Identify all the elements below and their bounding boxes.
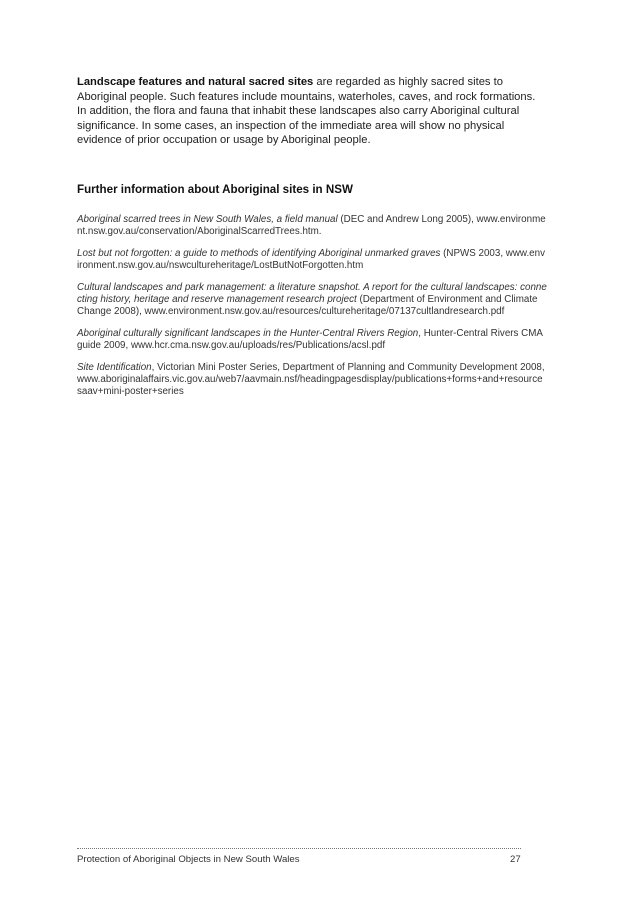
reference-title: Lost but not forgotten: a guide to methods of identifying Aboriginal unmarked graves <box>77 247 441 259</box>
reference-item <box>77 282 547 319</box>
reference-title: Aboriginal scarred trees in New South Wales, a field manual <box>77 214 338 225</box>
reference-details: , Hunter-Central Rivers CMA guide 2009, <box>77 327 543 352</box>
reference-url[interactable]: www.environment.nsw.gov.au/conservation/AboriginalScarredTrees.htm. <box>77 214 546 238</box>
section-heading: Further information about Aboriginal sites in NSW <box>77 183 353 196</box>
reference-title: Site Identification <box>77 361 152 373</box>
reference-title: Aboriginal culturally significant landscapes in the Hunter-Central Rivers Region <box>77 327 419 339</box>
reference-url[interactable]: www.environment.nsw.gov.au/nswcultureheritage/LostButNotForgotten.htm <box>77 247 545 272</box>
reference-item <box>77 214 547 239</box>
intro-text: are regarded as highly sacred sites to Aboriginal people. Such features include mountains, waterholes, caves, and rock formations. In addition, the flora and fauna that inhabit these landscapes also carry Aboriginal cultural significance. In some cases, an inspection of the immediate area will show no physical evidence of prior occupation or usage by Aboriginal people. <box>77 76 536 147</box>
reference-title: Cultural landscapes and park management: a literature snapshot. A report for the cultural landscapes: connecting history, heritage and reserve management research project <box>77 281 547 306</box>
reference-item <box>77 248 547 273</box>
reference-url[interactable]: www.aboriginalaffairs.vic.gov.au/web7/aavmain.nsf/headingpagesdisplay/publications+forms+and+resourcesaav+mini-poster+series <box>77 374 543 398</box>
intro-bold-lead: Landscape features and natural sacred sites <box>77 76 314 88</box>
page-number: 27 <box>510 854 521 865</box>
reference-details: (Department of Environment and Climate Change 2008), <box>77 294 538 318</box>
reference-url[interactable]: www.hcr.cma.nsw.gov.au/uploads/res/Publications/acsl.pdf <box>130 340 386 352</box>
reference-details: (NPWS 2003, <box>440 247 506 259</box>
reference-item <box>77 328 547 353</box>
reference-details: (DEC and Andrew Long 2005), <box>337 214 477 225</box>
reference-url[interactable]: www.environment.nsw.gov.au/resources/cultureheritage/07137cultlandresearch.pdf <box>144 306 505 318</box>
intro-paragraph <box>77 75 547 148</box>
reference-item <box>77 362 547 399</box>
footer-divider <box>77 848 521 849</box>
footer-title: Protection of Aboriginal Objects in New South Wales <box>77 854 300 865</box>
reference-list <box>77 214 547 408</box>
reference-details: , Victorian Mini Poster Series, Department of Planning and Community Development 2008, <box>151 361 545 373</box>
